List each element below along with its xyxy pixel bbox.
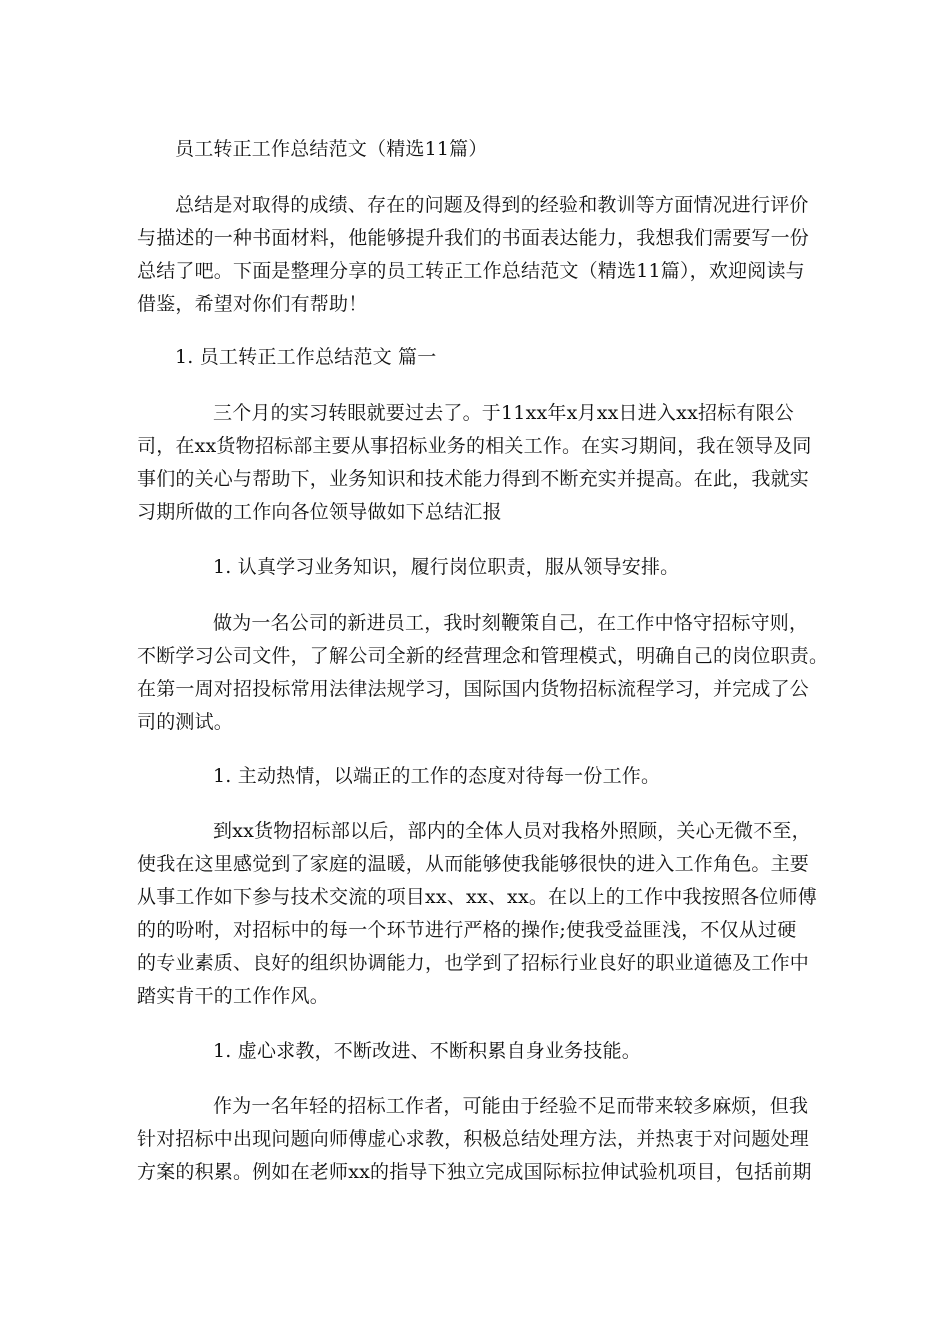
paragraph-line: 司的测试。 [137, 711, 234, 733]
paragraph-line: 针对招标中出现问题向师傅虚心求教，积极总结处理方法，并热衷于对问题处理 [137, 1128, 810, 1150]
paragraph-line: 从事工作如下参与技术交流的项目xx、xx、xx。在以上的工作中我按照各位师傅 [137, 886, 817, 908]
intro-line: 总结是对取得的成绩、存在的问题及得到的经验和教训等方面情况进行评价 [175, 194, 809, 216]
paragraph-line: 做为一名公司的新进员工，我时刻鞭策自己，在工作中恪守招标守则， [213, 612, 809, 634]
section-heading: 1. 员工转正工作总结范文 篇一 [175, 346, 437, 368]
paragraph-line: 三个月的实习转眼就要过去了。于11xx年x月xx日进入xx招标有限公 [213, 402, 794, 424]
subheading: 1. 主动热情，以端正的工作的态度对待每一份工作。 [213, 765, 661, 787]
intro-line: 借鉴，希望对你们有帮助！ [137, 293, 368, 315]
subheading: 1. 认真学习业务知识，履行岗位职责，服从领导安排。 [213, 556, 680, 578]
paragraph-line: 事们的关心与帮助下，业务知识和技术能力得到不断充实并提高。在此，我就实 [137, 468, 810, 490]
paragraph-line: 习期所做的工作向各位领导做如下总结汇报 [137, 501, 502, 523]
paragraph-line: 在第一周对招投标常用法律法规学习，国际国内货物招标流程学习，并完成了公 [137, 678, 810, 700]
paragraph-line: 到xx货物招标部以后，部内的全体人员对我格外照顾，关心无微不至， [213, 820, 811, 842]
paragraph-line: 使我在这里感觉到了家庭的温暖，从而能够使我能够很快的进入工作角色。主要 [137, 853, 810, 875]
document-title: 员工转正工作总结范文（精选11篇） [175, 138, 488, 160]
paragraph-line: 的专业素质、良好的组织协调能力，也学到了招标行业良好的职业道德及工作中 [137, 952, 810, 974]
paragraph-line: 不断学习公司文件，了解公司全新的经营理念和管理模式，明确自己的岗位职责。 [137, 645, 829, 667]
paragraph-line: 的的吩咐，对招标中的每一个环节进行严格的操作;使我受益匪浅，不仅从过硬 [137, 919, 797, 941]
paragraph-line: 司，在xx货物招标部主要从事招标业务的相关工作。在实习期间，我在领导及同 [137, 435, 812, 457]
intro-line: 与描述的一种书面材料，他能够提升我们的书面表达能力，我想我们需要写一份 [137, 227, 810, 249]
paragraph-line: 方案的积累。例如在老师xx的指导下独立完成国际标拉伸试验机项目，包括前期 [137, 1161, 812, 1183]
paragraph-line: 作为一名年轻的招标工作者，可能由于经验不足而带来较多麻烦，但我 [213, 1095, 809, 1117]
subheading: 1. 虚心求教，不断改进、不断积累自身业务技能。 [213, 1040, 641, 1062]
intro-line: 总结了吧。下面是整理分享的员工转正工作总结范文（精选11篇），欢迎阅读与 [137, 260, 805, 282]
paragraph-line: 踏实肯干的工作作风。 [137, 985, 330, 1007]
